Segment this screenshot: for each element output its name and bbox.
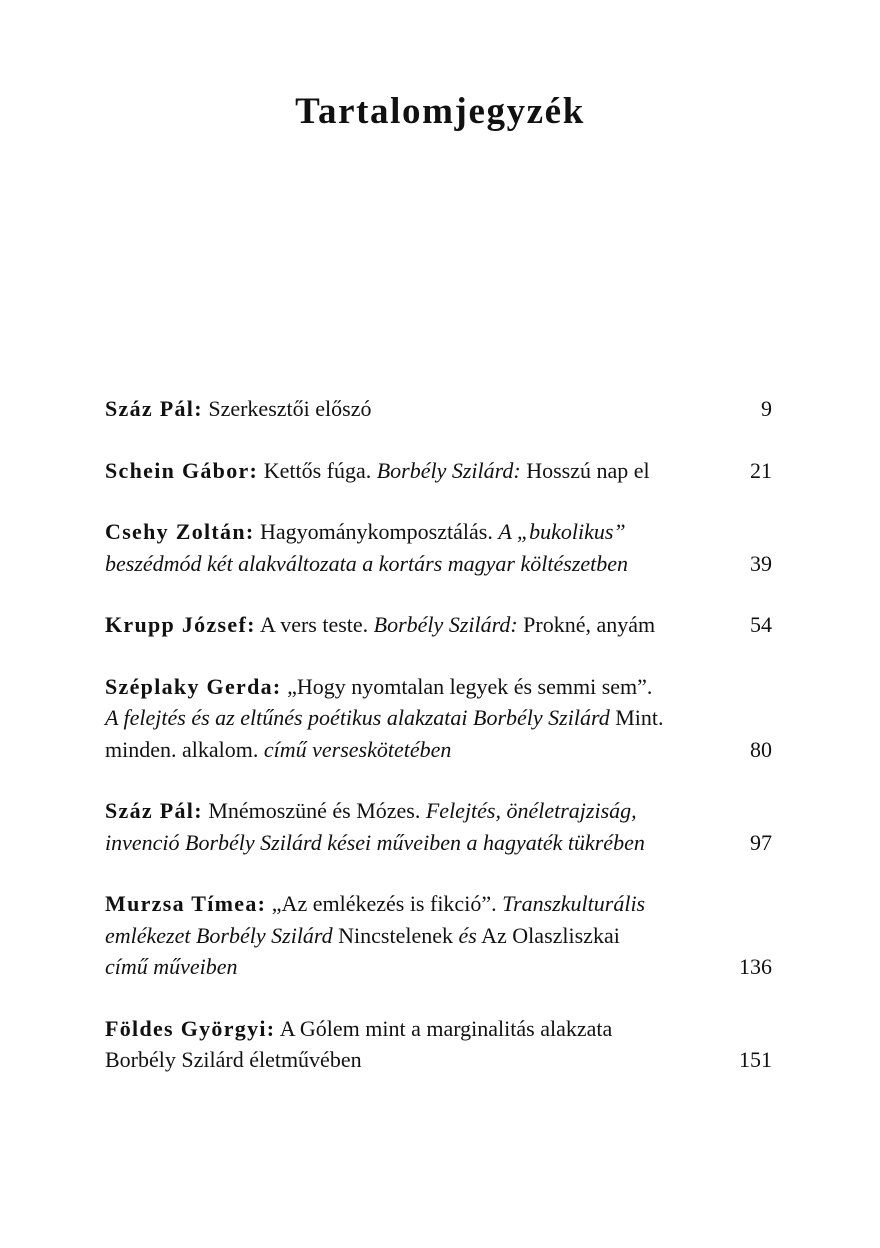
entry-title-italic: című műveiben — [105, 954, 238, 979]
entry-title-text: A vers teste. — [255, 612, 374, 637]
entry-title-italic: A felejtés és az eltűnés poétikus alakzatai Borbély Szilárd — [105, 705, 610, 730]
page-number: 136 — [739, 954, 772, 979]
toc-entry — [105, 393, 772, 425]
page-number: 54 — [750, 612, 772, 637]
entry-author: Széplaky Gerda: — [105, 673, 282, 699]
entry-title-text: „Az emlékezés is fikció”. — [266, 891, 503, 916]
toc-entry — [105, 671, 772, 766]
page-number: 97 — [750, 829, 772, 855]
toc-entry-line — [105, 1013, 772, 1045]
entry-title-text: Kettős fúga. — [258, 457, 377, 483]
toc-entry-line — [105, 827, 772, 859]
entry-title-italic: emlékezet Borbély Szilárd — [105, 922, 333, 948]
entry-title-italic: Transzkulturális — [502, 891, 646, 916]
toc-entry-line — [105, 455, 772, 487]
toc-entry-line — [105, 1044, 772, 1076]
page-number: 80 — [750, 736, 772, 762]
entry-title-text: Mnémoszüné és Mózes. — [202, 798, 426, 823]
toc-entry-line — [105, 888, 772, 920]
toc-entry-line — [105, 951, 772, 983]
entry-title-text: Hagyománykomposztálás. — [254, 519, 499, 544]
entry-title-text: Borbély Szilárd életművében — [105, 1047, 362, 1072]
page-title: Tartalomjegyzék — [295, 91, 585, 132]
entry-author: Száz Pál: — [105, 798, 203, 823]
entry-title-text: minden. alkalom. — [105, 736, 264, 762]
entry-title-text: A Gólem mint a marginalitás alakzata — [275, 1015, 613, 1041]
entry-title-italic: című verseskötetében — [263, 736, 452, 762]
entry-title-italic: Borbély Szilárd: — [376, 457, 521, 483]
page-number: 9 — [761, 396, 772, 421]
entry-author: Földes Györgyi: — [105, 1015, 276, 1041]
page-number: 39 — [750, 550, 772, 576]
entry-author: Száz Pál: — [105, 396, 203, 421]
entry-title-italic: Borbély Szilárd: — [373, 612, 518, 637]
entry-title-text: Szerkesztői előszó — [202, 396, 372, 421]
entry-author: Csehy Zoltán: — [105, 519, 255, 544]
entry-title-italic: invenció Borbély Szilárd kései műveiben a hagyaték tükrében — [105, 829, 645, 855]
entry-author: Krupp József: — [105, 612, 256, 637]
toc-entry — [105, 609, 772, 641]
toc-entry-line — [105, 516, 772, 548]
entry-title-text: Mint. — [609, 705, 664, 730]
entry-author: Murzsa Tímea: — [105, 891, 267, 916]
toc-entry-line — [105, 795, 772, 827]
page-number: 21 — [750, 457, 772, 483]
entry-title-text: Nincstelenek — [332, 922, 459, 948]
toc-entry — [105, 888, 772, 983]
toc-entry-line — [105, 548, 772, 580]
entry-title-italic: Felejtés, önéletrajziság, — [425, 798, 637, 823]
table-of-contents — [105, 393, 772, 1106]
entry-author: Schein Gábor: — [105, 457, 259, 483]
entry-title-italic: A „bukolikus” — [498, 519, 626, 544]
toc-entry — [105, 1013, 772, 1076]
entry-title-text: Prokné, anyám — [517, 612, 656, 637]
toc-entry — [105, 455, 772, 487]
page-number: 151 — [739, 1047, 772, 1072]
toc-entry-line — [105, 702, 772, 734]
entry-title-text: Az Olaszliszkai — [476, 922, 620, 948]
toc-entry-line — [105, 671, 772, 703]
toc-entry-line — [105, 609, 772, 641]
toc-entry-line — [105, 920, 772, 952]
toc-entry-line — [105, 393, 772, 425]
entry-title-text: Hosszú nap el — [520, 457, 650, 483]
entry-title-text: „Hogy nyomtalan legyek és semmi sem”. — [281, 673, 653, 699]
toc-entry — [105, 516, 772, 579]
toc-entry — [105, 795, 772, 858]
toc-entry-line — [105, 734, 772, 766]
entry-title-italic: és — [458, 922, 477, 948]
entry-title-italic: beszédmód két alakváltozata a kortárs magyar költészetben — [105, 550, 629, 576]
